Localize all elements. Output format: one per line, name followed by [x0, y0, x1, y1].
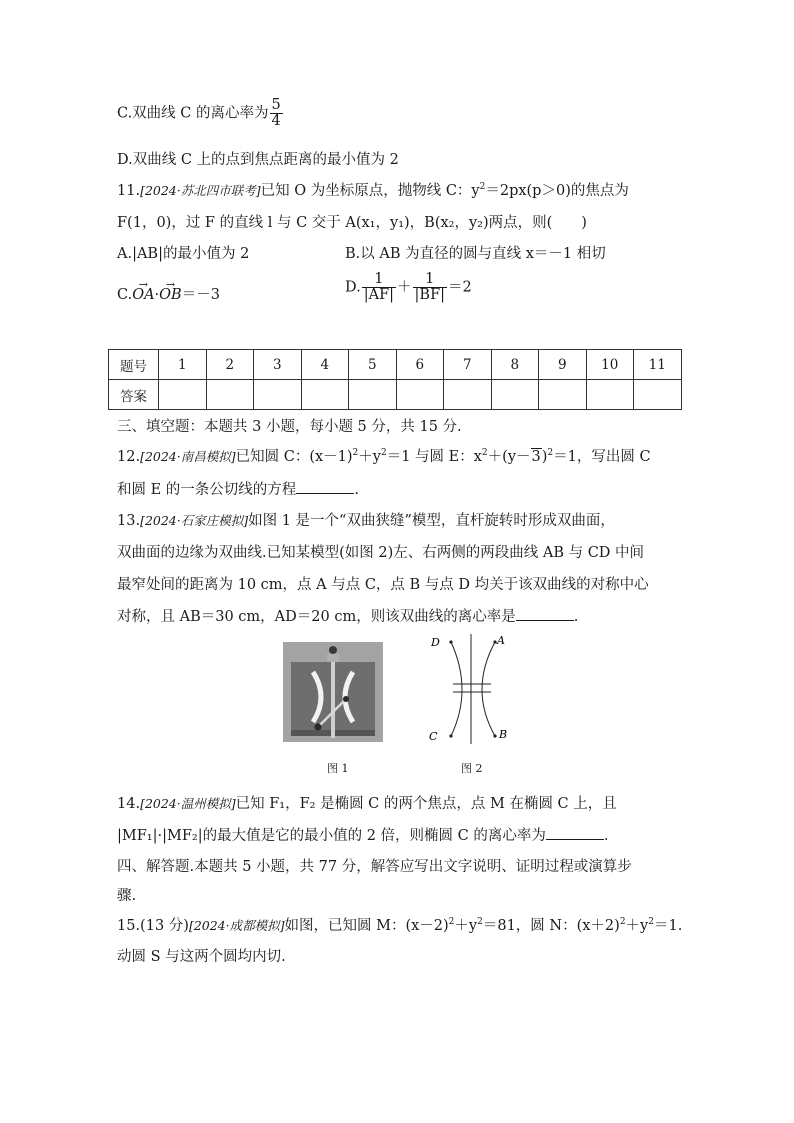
answer-table-answer-row: [109, 380, 682, 410]
section-4-heading: 四、解答题.本题共 5 小题，共 77 分，解答应写出文字说明、证明过程或演算步: [117, 859, 632, 875]
q13-line1: 13.[2024·石家庄模拟]如图 1 是一个“双曲狭缝”模型，直杆旋转时形成双曲面，: [117, 513, 615, 529]
answer-table: [108, 349, 682, 410]
answer-cell[interactable]: [634, 380, 682, 410]
q14-line2: |MF₁|·|MF₂|的最大值是它的最小值的 2 倍，则椭圆 C 的离心率为 .: [117, 828, 609, 844]
q12-line2: 和圆 E 的一条公切线的方程 .: [117, 482, 359, 498]
q11-line1: 11.[2024·苏北四市联考]已知 O 为坐标原点，抛物线 C：$y^2=2px(p>0)$的焦点为: [117, 182, 629, 199]
answer-cell[interactable]: [444, 380, 492, 410]
answer-cell[interactable]: [206, 380, 254, 410]
answer-cell[interactable]: [539, 380, 587, 410]
table-cell: 2: [206, 350, 254, 380]
q10-option-d: D.双曲线 C 上的点到焦点距离的最小值为 2: [117, 152, 399, 168]
point-label-b: B: [499, 728, 508, 741]
table-cell: 8: [491, 350, 539, 380]
answer-blank[interactable]: [516, 608, 574, 621]
section-4-heading-cont: 骤.: [117, 888, 137, 904]
q15-line2: 动圆 S 与这两个圆均内切.: [117, 949, 286, 965]
q11-option-b: B.以 AB 为直径的圆与直线 x＝－1 相切: [345, 246, 606, 262]
answer-cell[interactable]: [586, 380, 634, 410]
table-cell: 1: [159, 350, 207, 380]
hyperbolic-slit-model-image: [283, 642, 383, 742]
answer-cell[interactable]: [254, 380, 302, 410]
q14-line1: 14.[2024·温州模拟]已知 F₁，F₂ 是椭圆 C 的两个焦点，点 M 在椭圆 C 上，且: [117, 796, 617, 812]
answer-cell[interactable]: [349, 380, 397, 410]
table-cell: 11: [634, 350, 682, 380]
point-label-a: A: [497, 634, 505, 647]
answer-cell[interactable]: [301, 380, 349, 410]
table-cell: 7: [444, 350, 492, 380]
table-label-number: 题号: [109, 350, 159, 380]
figure-2-hyperbola-diagram: [423, 632, 523, 748]
table-cell: 10: [586, 350, 634, 380]
table-cell: 9: [539, 350, 587, 380]
table-cell: 3: [254, 350, 302, 380]
answer-blank[interactable]: [296, 481, 354, 494]
q13-line3: 最窄处间的距离为 10 cm，点 A 与点 C，点 B 与点 D 均关于该双曲线的对称中心: [117, 577, 649, 593]
q10-option-c: C.双曲线 C 的离心率为 $\frac{5}{4}$: [117, 97, 281, 130]
answer-cell[interactable]: [396, 380, 444, 410]
table-cell: 5: [349, 350, 397, 380]
table-cell: 6: [396, 350, 444, 380]
table-cell: 4: [301, 350, 349, 380]
answer-cell[interactable]: [159, 380, 207, 410]
table-label-answer: 答案: [109, 380, 159, 410]
figure-2-caption: 图 2: [461, 762, 483, 775]
fraction: $\frac{5}{4}$: [271, 97, 281, 130]
answer-blank[interactable]: [546, 827, 604, 840]
q15-line1: 15.(13 分)[2024·成都模拟]如图，已知圆 M：$(x-2)^2+y^2=81$，圆 N：$(x+2)^2+y^2=1$.: [117, 917, 683, 934]
q13-line2: 双曲面的边缘为双曲线.已知某模型(如图 2)左、右两侧的两段曲线 AB 与 CD 中间: [117, 545, 645, 561]
point-label-c: C: [429, 730, 438, 743]
figure-1-caption: 图 1: [327, 762, 349, 775]
point-label-d: D: [431, 636, 440, 649]
q11-option-a: A.|AB|的最小值为 2: [117, 246, 250, 262]
q12-line1: 12.[2024·南昌模拟]已知圆 C：$(x-1)^2+y^2=1$ 与圆 E：$x^2+(y-3)^2=1$，写出圆 C: [117, 448, 651, 465]
section-3-heading: 三、填空题：本题共 3 小题，每小题 5 分，共 15 分.: [117, 419, 462, 435]
answer-table-header-row: [109, 350, 682, 380]
answer-cell[interactable]: [491, 380, 539, 410]
q11-option-d: D. $\frac{1}{|AF|}$ ＋ $\frac{1}{|BF|}$ ＝2: [345, 271, 472, 304]
figure-1-photo: [283, 642, 383, 742]
q11-option-c: C.→ OA·→ OB＝－3: [117, 283, 220, 304]
q11-line2: F(1，0)，过 F 的直线 l 与 C 交于 A(x₁，y₁)，B(x₂，y₂)两点，则( ): [117, 215, 587, 231]
q13-line4: 对称，且 AB＝30 cm，AD＝20 cm，则该双曲线的离心率是 .: [117, 609, 579, 625]
